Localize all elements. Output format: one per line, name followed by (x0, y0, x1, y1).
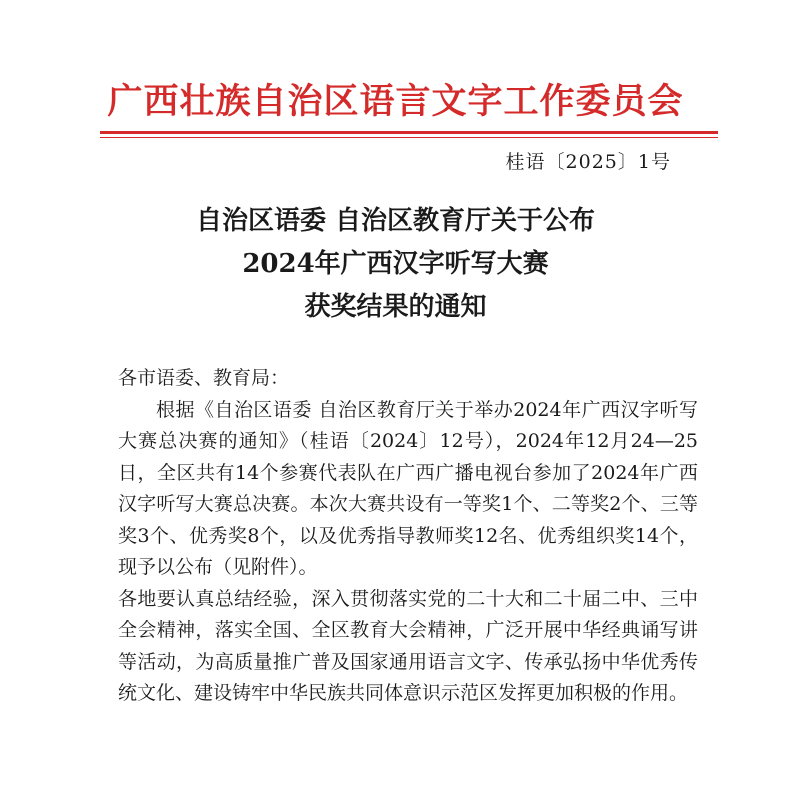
document-body (118, 363, 698, 710)
red-divider-thick (100, 131, 718, 134)
title-line: 自治区语委 自治区教育厅关于公布 (195, 206, 596, 236)
document-title (0, 200, 791, 329)
title-line: 获奖结果的通知 (304, 292, 487, 322)
body-paragraph: 各地要认真总结经验，深入贯彻落实党的二十大和二十届二中、三中全会精神，落实全国、全区教育大会精神，广泛开展中华经典诵写讲等活动，为高质量推广普及国家通用语言文字、传承弘扬中华优秀传统文化、建设铸牢中华民族共同体意识示范区发挥更加积极的作用。 (118, 587, 698, 704)
issuing-organization-header: 广西壮族自治区语言文字工作委员会 (107, 81, 684, 122)
title-line: 2024年广西汉字听写大赛 (242, 249, 549, 279)
document-number: 桂语〔2025〕1号 (505, 151, 671, 173)
red-divider-thin (100, 137, 718, 138)
body-paragraph: 根据《自治区语委 自治区教育厅关于举办2024年广西汉字听写大赛总决赛的通知》（桂语〔2024〕12号），2024年12月24—25日，全区共有14个参赛代表队在广西广播电视台参加了2024年广西汉字听写大赛总决赛。本次大赛共设有一等奖1个、二等奖2个、三等奖3个、优秀奖8个，以及优秀指导教师奖12名、优秀组织奖14个，现予以公布（见附件）。 (118, 398, 698, 578)
salutation: 各市语委、教育局： (118, 367, 290, 389)
